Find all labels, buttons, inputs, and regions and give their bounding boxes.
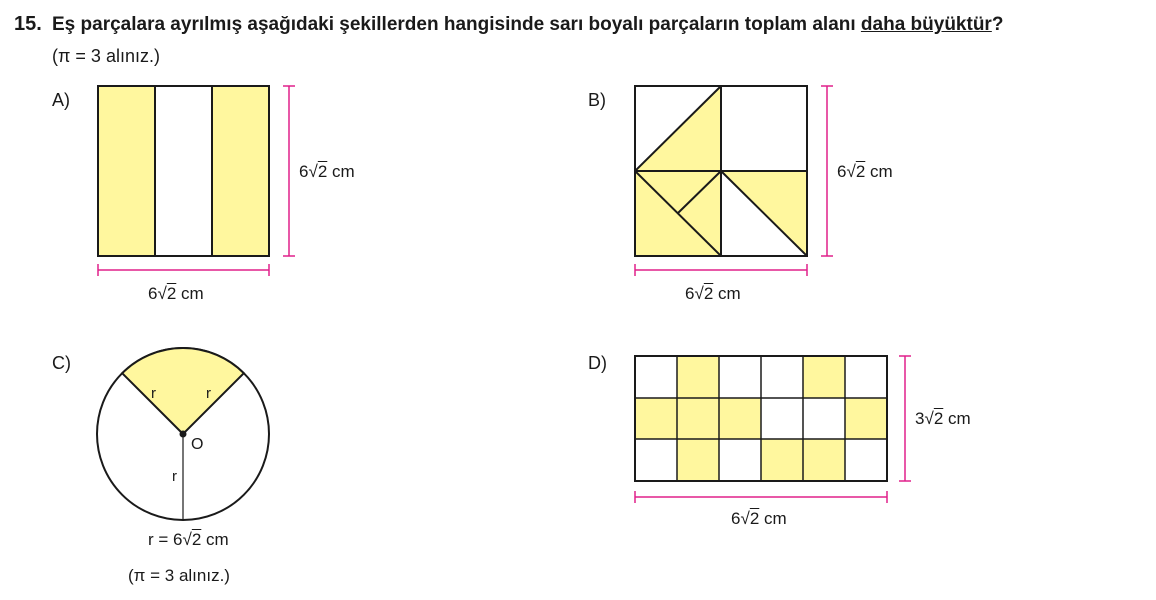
figure-a-stripe-right [212,86,269,256]
question-number: 15. [14,13,42,35]
option-a-label[interactable]: A) [52,90,70,110]
question-text-emphasis: daha büyüktür [860,14,992,35]
figure-c [97,348,269,520]
question-text-main: Eş parçalara ayrılmış aşağıdaki şekillerden hangisinde sarı boyalı parçaların toplam alanı [52,14,861,35]
figure-b-height-label: 6√2 cm [837,162,893,181]
figure-b-width-label: 6√2 cm [685,284,741,303]
figure-a-height-label: 6√2 cm [299,162,355,181]
figure-d-height-dimension [899,356,911,481]
figure-a [98,86,295,276]
figure-c-hint: (π = 3 alınız.) [128,566,230,585]
question-hint: (π = 3 alınız.) [52,46,160,66]
figure-d [635,356,911,503]
figure-c-radius-left-label: r [151,385,156,402]
figure-b [635,86,833,276]
figure-a-stripe-left [98,86,155,256]
figure-a-width-dimension [98,264,269,276]
figure-d-width-dimension [635,491,887,503]
figure-a-width-label: 6√2 cm [148,284,204,303]
figure-c-radius-value: r = 6√2 cm [148,530,229,549]
question-text-end: ? [991,14,1004,35]
figure-d-height-label: 3√2 cm [915,409,971,428]
figure-a-height-dimension [283,86,295,256]
figure-d-width-label: 6√2 cm [731,509,787,528]
figure-c-center-label: O [191,436,204,453]
figure-c-radius-down-label: r [172,468,177,485]
option-b-label[interactable]: B) [588,90,606,110]
figure-c-radius-right-label: r [206,385,211,402]
option-c-label[interactable]: C) [52,353,71,373]
figure-b-width-dimension [635,264,807,276]
option-d-label[interactable]: D) [588,353,607,373]
figure-c-center-dot [180,431,187,438]
figure-b-height-dimension [821,86,833,256]
